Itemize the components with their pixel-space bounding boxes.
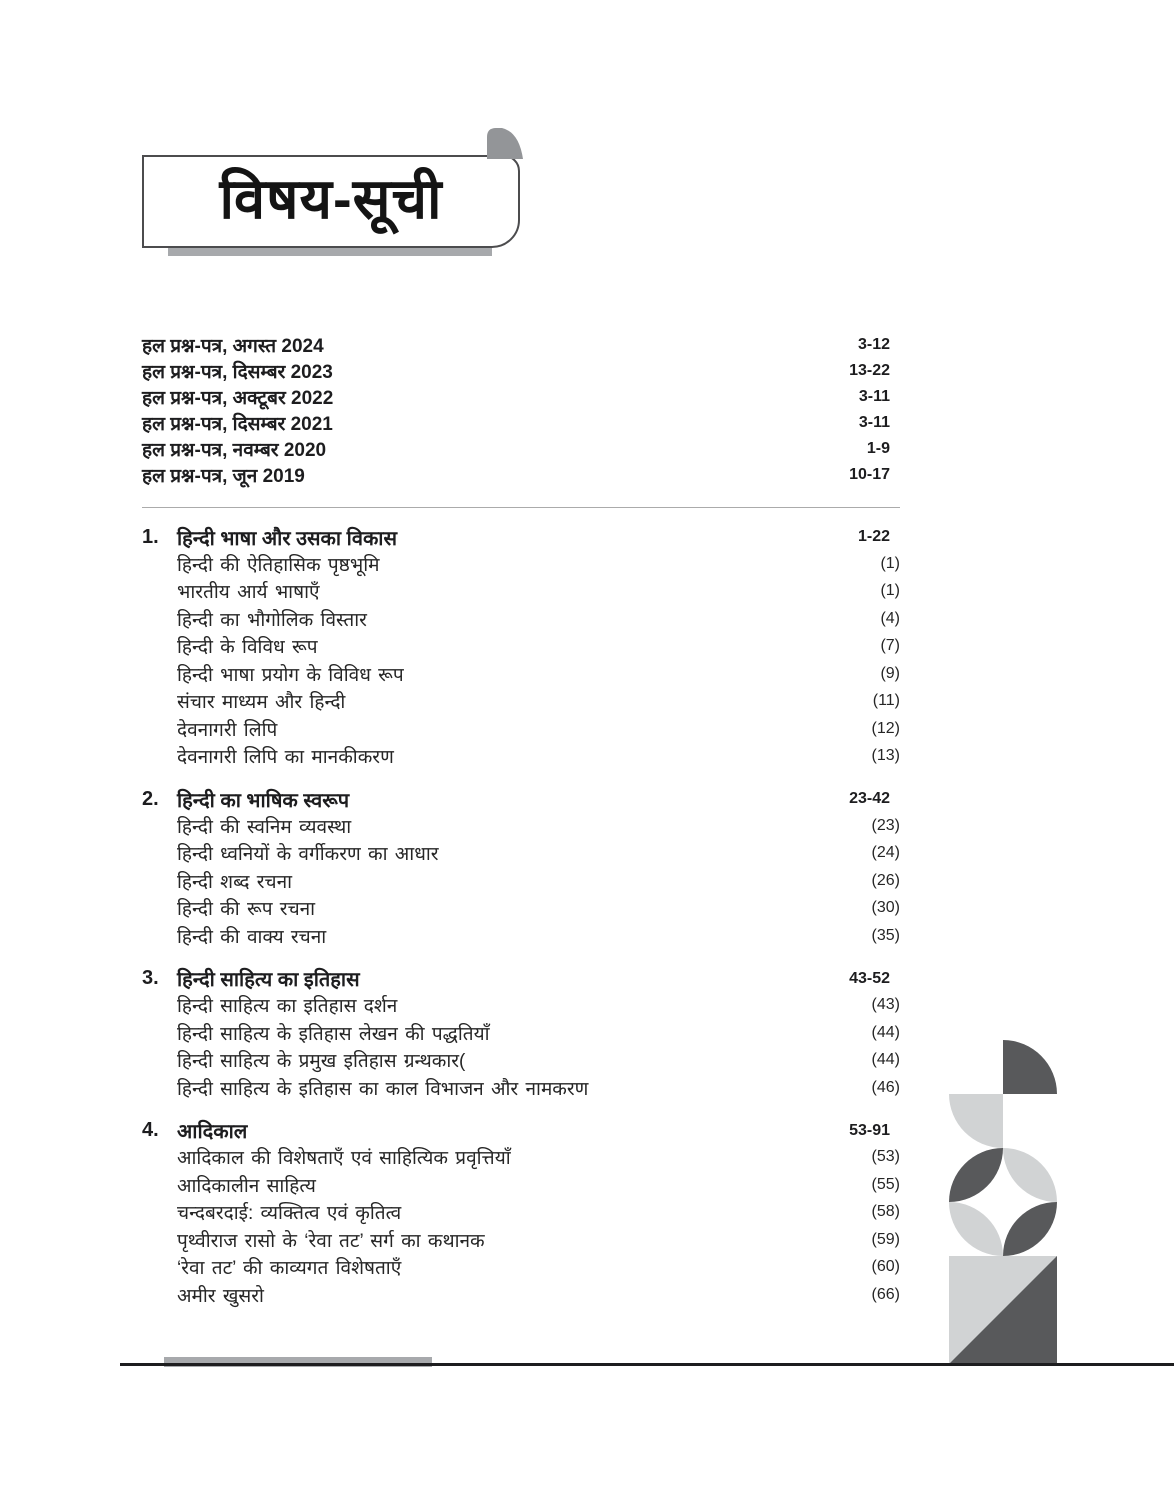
chapter-pages: 43-52 <box>849 969 890 987</box>
solved-paper-pages: 10-17 <box>849 466 890 483</box>
toc-entry-solved-paper <box>142 358 900 384</box>
toc-entry-topic <box>177 1019 900 1047</box>
toc-entry-solved-paper <box>142 332 900 358</box>
topic-label: हिन्दी की ऐतिहासिक पृष्ठभूमि <box>177 554 380 576</box>
toc-entry-topic <box>177 550 900 578</box>
topic-page: (23) <box>871 816 900 834</box>
toc-entry-topic <box>177 867 900 895</box>
topic-page: (4) <box>880 609 900 627</box>
toc-entry-topic <box>177 633 900 661</box>
toc-entry-topic <box>177 1254 900 1282</box>
geometric-leaf-decoration <box>949 1040 1057 1364</box>
toc-entry-topic <box>177 660 900 688</box>
leaf-dark-right <box>1003 1202 1057 1256</box>
topic-label: हिन्दी साहित्य के इतिहास लेखन की पद्धतियाँ <box>177 1023 490 1045</box>
toc-entry-topic <box>177 1199 900 1227</box>
topic-page: (44) <box>871 1023 900 1041</box>
chapter-number: 2. <box>142 787 159 810</box>
toc-entry-topic <box>177 1144 900 1172</box>
topic-label: चन्दबरदाई: व्यक्तित्व एवं कृतित्व <box>177 1203 402 1225</box>
topic-label: हिन्दी का भौगोलिक विस्तार <box>177 609 367 631</box>
topic-label: हिन्दी के विविध रूप <box>177 637 318 659</box>
topic-page: (44) <box>871 1051 900 1069</box>
toc-entry-topic <box>177 578 900 606</box>
topic-page: (60) <box>871 1258 900 1276</box>
toc-entry-topic <box>177 605 900 633</box>
topic-label: हिन्दी साहित्य के प्रमुख इतिहास ग्रन्थकार( <box>177 1051 466 1073</box>
toc-entry-solved-paper <box>142 410 900 436</box>
solved-paper-pages: 1-9 <box>866 440 890 457</box>
toc-entry-topic <box>177 812 900 840</box>
topic-page: (55) <box>871 1175 900 1193</box>
topic-page: (66) <box>871 1285 900 1303</box>
topic-label: हिन्दी भाषा प्रयोग के विविध रूप <box>177 664 404 686</box>
chapter-title: हिन्दी साहित्य का इतिहास <box>177 969 360 991</box>
solved-paper-pages: 13-22 <box>849 362 890 379</box>
topic-page: (30) <box>871 899 900 917</box>
topic-page: (13) <box>871 747 900 765</box>
topic-label: हिन्दी की स्वनिम व्यवस्था <box>177 816 352 838</box>
topic-label: हिन्दी साहित्य का इतिहास दर्शन <box>177 996 398 1018</box>
toc-entry-topic <box>177 992 900 1020</box>
solved-paper-label: हल प्रश्न-पत्र, नवम्बर 2020 <box>142 440 327 461</box>
chapters-list <box>142 524 900 1309</box>
chapter-heading <box>142 966 900 992</box>
chapter-heading <box>142 1118 900 1144</box>
toc-entry-solved-paper <box>142 384 900 410</box>
topic-label: देवनागरी लिपि का मानकीकरण <box>177 747 394 769</box>
quarter-circle-dark <box>1003 1040 1057 1094</box>
toc-entry-topic <box>177 743 900 771</box>
toc-entry-topic <box>177 895 900 923</box>
topic-page: (1) <box>880 554 900 572</box>
topic-page: (7) <box>880 637 900 655</box>
toc-entry-topic <box>177 1171 900 1199</box>
topic-label: संचार माध्यम और हिन्दी <box>177 692 346 714</box>
solved-paper-label: हल प्रश्न-पत्र, जून 2019 <box>142 466 305 487</box>
leaf-dark-left <box>949 1148 1003 1202</box>
leaf-light-right <box>1003 1148 1057 1202</box>
solved-papers-list <box>142 332 900 488</box>
title-box <box>142 155 520 248</box>
page-title: विषय-सूची <box>219 166 443 230</box>
divider-line <box>142 507 900 508</box>
toc-entry-topic <box>177 1226 900 1254</box>
topic-page: (12) <box>871 719 900 737</box>
solved-paper-label: हल प्रश्न-पत्र, दिसम्बर 2023 <box>142 362 333 383</box>
solved-paper-label: हल प्रश्न-पत्र, अगस्त 2024 <box>142 336 324 357</box>
chapter-title: हिन्दी भाषा और उसका विकास <box>177 527 398 550</box>
toc-entry-topic <box>177 688 900 716</box>
topic-label: हिन्दी ध्वनियों के वर्गीकरण का आधार <box>177 844 439 866</box>
topic-label: हिन्दी शब्द रचना <box>177 871 293 893</box>
footer-rule <box>120 1363 1174 1366</box>
toc-entry-topic <box>177 1074 900 1102</box>
topic-page: (9) <box>880 664 900 682</box>
solved-paper-label: हल प्रश्न-पत्र, अक्टूबर 2022 <box>142 388 334 409</box>
toc-entry-topic <box>177 715 900 743</box>
topic-label: भारतीय आर्य भाषाएँ <box>177 582 320 604</box>
chapter-pages: 1-22 <box>857 528 890 545</box>
topic-label: अमीर खुसरो <box>177 1285 264 1307</box>
chapter-title: आदिकाल <box>177 1121 248 1143</box>
solved-paper-pages: 3-12 <box>857 336 890 353</box>
page-curl-icon <box>487 127 523 159</box>
table-of-contents <box>142 332 900 1309</box>
topic-label: आदिकाल की विशेषताएँ एवं साहित्यिक प्रवृत्तियाँ <box>177 1148 511 1170</box>
topic-page: (43) <box>871 996 900 1014</box>
leaf-light-left <box>949 1202 1003 1256</box>
toc-entry-topic <box>177 1047 900 1075</box>
chapter-heading <box>142 786 900 812</box>
topic-page: (1) <box>880 582 900 600</box>
topic-page: (46) <box>871 1078 900 1096</box>
topic-page: (59) <box>871 1230 900 1248</box>
topic-page: (53) <box>871 1148 900 1166</box>
chapter-number: 3. <box>142 967 159 989</box>
topic-label: पृथ्वीराज रासो के ‘रेवा तट’ सर्ग का कथानक <box>177 1230 485 1252</box>
topic-page: (24) <box>871 844 900 862</box>
chapter-pages: 53-91 <box>849 1121 890 1139</box>
chapter-heading <box>142 524 900 550</box>
topic-page: (26) <box>871 871 900 889</box>
toc-entry-topic <box>177 922 900 950</box>
solved-paper-pages: 3-11 <box>858 414 890 431</box>
toc-entry-solved-paper <box>142 462 900 488</box>
toc-entry-solved-paper <box>142 436 900 462</box>
solved-paper-pages: 3-11 <box>858 388 890 405</box>
topic-label: हिन्दी की वाक्य रचना <box>177 926 327 948</box>
chapter-number: 4. <box>142 1119 159 1141</box>
toc-entry-topic <box>177 840 900 868</box>
topic-page: (11) <box>872 692 900 710</box>
topic-label: हिन्दी साहित्य के इतिहास का काल विभाजन और नामकरण <box>177 1078 589 1100</box>
chapter-number: 1. <box>142 525 159 548</box>
chapter-title: हिन्दी का भाषिक स्वरूप <box>177 789 350 812</box>
topic-label: आदिकालीन साहित्य <box>177 1175 316 1197</box>
topic-label: ‘रेवा तट’ की काव्यगत विशेषताएँ <box>177 1258 402 1280</box>
topic-label: देवनागरी लिपि <box>177 719 278 741</box>
chapter-pages: 23-42 <box>849 790 890 807</box>
topic-label: हिन्दी की रूप रचना <box>177 899 316 921</box>
topic-page: (35) <box>871 926 900 944</box>
topic-page: (58) <box>871 1203 900 1221</box>
toc-entry-topic <box>177 1281 900 1309</box>
quarter-circle-light <box>949 1094 1003 1148</box>
solved-paper-label: हल प्रश्न-पत्र, दिसम्बर 2021 <box>142 414 333 435</box>
